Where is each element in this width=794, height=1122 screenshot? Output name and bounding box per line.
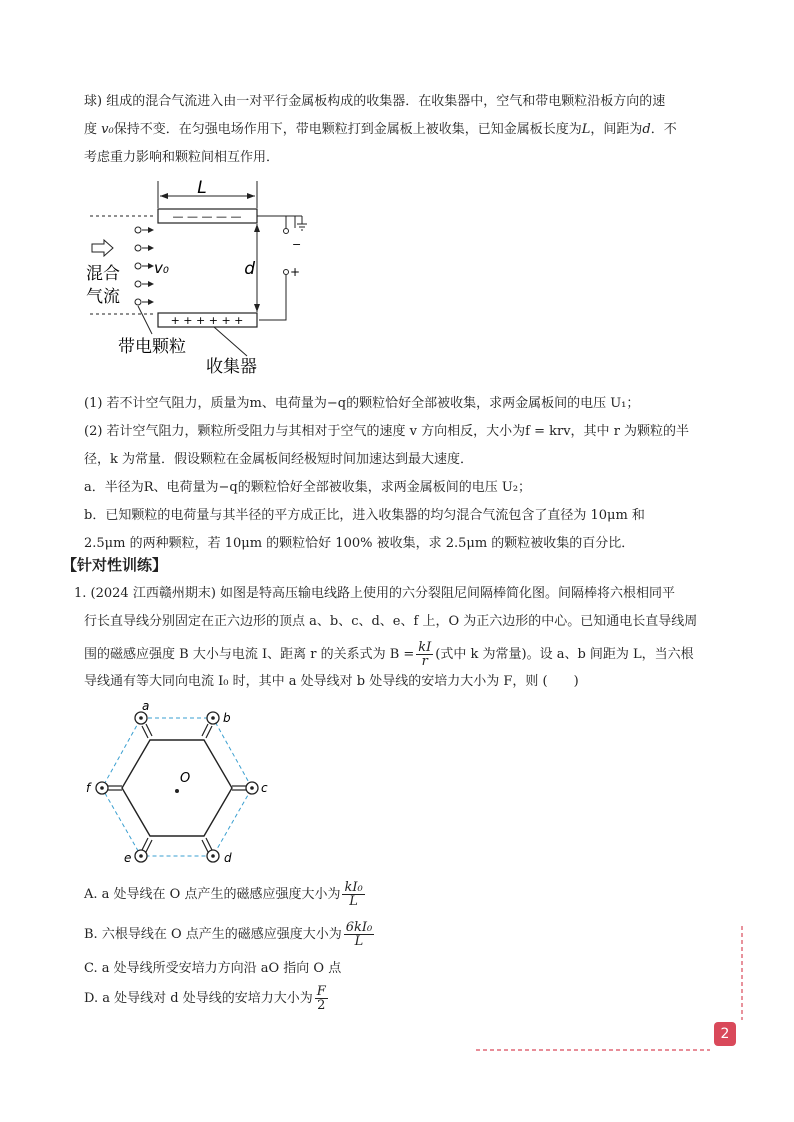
fraction-denominator: r xyxy=(421,654,428,669)
question-1: (1) 若不计空气阻力，质量为m、电荷量为−q的颗粒恰好全部被收集，求两金属板间的电压 U₁； xyxy=(84,396,640,411)
question-2-line-2: 径，k 为常量．假设颗粒在金属板间经极短时间加速达到最大速度． xyxy=(84,452,474,467)
option-D-numerator: F xyxy=(316,984,326,999)
particles xyxy=(135,227,154,305)
option-A[interactable] xyxy=(84,880,367,910)
option-B-text: B. 六根导线在 O 点产生的磁感应强度大小为 xyxy=(84,927,342,942)
formula-fraction xyxy=(416,641,433,668)
var-L: L xyxy=(581,122,591,137)
intro-line-2-a: 度 xyxy=(84,122,102,137)
conductor-b xyxy=(207,712,219,724)
label-O: O xyxy=(180,771,191,786)
solid-hexagon xyxy=(122,740,232,836)
conductor-e xyxy=(135,850,147,862)
d-arrow-top xyxy=(254,224,260,232)
option-B-numerator: 6kI₀ xyxy=(345,920,373,935)
label-v0: v₀ xyxy=(154,259,169,277)
particle-leader xyxy=(138,306,152,334)
page-corner-decoration xyxy=(470,924,750,1054)
training-q1-line-3-a: 围的磁感应强度 B 大小与电流 I、距离 r 的关系式为 B = xyxy=(84,647,415,662)
option-A-denominator: L xyxy=(349,894,358,909)
conductor-f xyxy=(96,782,108,794)
label-collector: 收集器 xyxy=(206,357,257,376)
spacer-rods xyxy=(108,724,246,852)
intro-line-1: 球) 组成的混合气流进入由一对平行金属板构成的收集器．在收集器中，空气和带电颗粒沿板方向的速 xyxy=(84,94,666,109)
flow-arrow-icon xyxy=(92,240,113,256)
option-A-numerator: kI₀ xyxy=(344,880,363,895)
label-f: f xyxy=(86,781,91,795)
terminal-minus-label: − xyxy=(292,238,302,251)
label-L: L xyxy=(197,178,207,198)
L-arrow-right xyxy=(247,193,255,199)
label-mix-1: 混合 xyxy=(86,264,120,284)
intro-line-2 xyxy=(84,121,677,139)
label-c: c xyxy=(261,781,268,795)
question-2b-line-1: b．已知颗粒的电荷量与其半径的平方成正比，进入收集器的均匀混合气流包含了直径为 10μm 和 xyxy=(84,508,645,523)
conductor-d xyxy=(207,850,219,862)
training-q1-line-4: 导线通有等大同向电流 I₀ 时，其中 a 处导线对 b 处导线的安培力大小为 F，则 ( ) xyxy=(84,674,579,689)
training-q1-line-3 xyxy=(84,641,694,668)
intro-line-2-d: ．不 xyxy=(650,122,677,137)
label-e: e xyxy=(124,851,132,865)
training-q1-line-2: 行长直导线分别固定在正六边形的顶点 a、b、c、d、e、f 上，O 为正六边形的中心。已知通电长直导线周 xyxy=(84,614,698,629)
label-mix-2: 气流 xyxy=(86,287,120,307)
option-D-text: D. a 处导线对 d 处导线的安培力大小为 xyxy=(84,991,313,1006)
question-2a: a．半径为R、电荷量为−q的颗粒恰好全部被收集，求两金属板间的电压 U₂； xyxy=(84,480,532,495)
bottom-plate-signs: + + + + + + xyxy=(170,314,244,327)
option-A-text: A. a 处导线在 O 点产生的磁感应强度大小为 xyxy=(84,887,341,902)
section-title: 【针对性训练】 xyxy=(62,556,168,574)
option-D-denominator: 2 xyxy=(317,998,326,1013)
dashed-hexagon xyxy=(102,718,252,856)
option-A-fraction xyxy=(342,881,364,908)
question-2b-line-2: 2.5μm 的两种颗粒，若 10μm 的颗粒恰好 100% 被收集，求 2.5μm 的颗粒被收集的百分比． xyxy=(84,536,635,551)
label-d: d xyxy=(224,851,232,865)
hexagon-diagram xyxy=(84,702,274,868)
training-q1-line-3-b: (式中 k 为常量)。设 a、b 间距为 L，当六根 xyxy=(435,647,694,662)
center-point xyxy=(175,789,179,793)
page-number: 2 xyxy=(714,1022,736,1046)
option-B-fraction xyxy=(344,921,375,948)
label-d: d xyxy=(244,259,255,279)
fraction-numerator: kI xyxy=(418,640,432,655)
option-C[interactable]: C. a 处导线所受安培力方向沿 aO 指向 O 点 xyxy=(84,961,342,976)
option-D-fraction xyxy=(315,985,328,1012)
label-b: b xyxy=(223,711,231,725)
question-2-line-1: (2) 若计空气阻力，颗粒所受阻力与其相对于空气的速度 v 方向相反，大小为f = krv，其中 r 为颗粒的半 xyxy=(84,424,690,439)
option-B-denominator: L xyxy=(354,934,364,949)
training-q1-line-1: 1. (2024 江西赣州期末) 如图是特高压输电线路上使用的六分裂阻尼间隔棒简化图。间隔棒将六根相同平 xyxy=(74,586,676,601)
top-wire xyxy=(257,216,295,228)
intro-line-2-c: ，间距为 xyxy=(590,122,643,137)
d-arrow-bottom xyxy=(254,304,260,312)
option-B[interactable] xyxy=(84,920,376,950)
collector-leader xyxy=(214,327,247,356)
var-v0: v₀ xyxy=(101,122,114,137)
conductor-a xyxy=(135,712,147,724)
terminal-plus xyxy=(284,270,289,275)
var-d: d xyxy=(642,122,651,137)
collector-diagram xyxy=(82,176,322,376)
label-particle: 带电颗粒 xyxy=(118,337,186,357)
intro-line-2-b: 保持不变．在匀强电场作用下，带电颗粒打到金属板上被收集，已知金属板长度为 xyxy=(113,122,582,137)
terminal-minus xyxy=(284,229,289,234)
intro-line-3: 考虑重力影响和颗粒间相互作用． xyxy=(84,150,280,165)
label-a: a xyxy=(142,702,150,713)
top-plate-signs: — — — — — xyxy=(172,210,242,223)
bottom-wire xyxy=(259,275,286,320)
L-arrow-left xyxy=(160,193,168,199)
terminal-plus-label: + xyxy=(290,265,301,279)
conductor-c xyxy=(246,782,258,794)
option-D[interactable] xyxy=(84,984,330,1014)
